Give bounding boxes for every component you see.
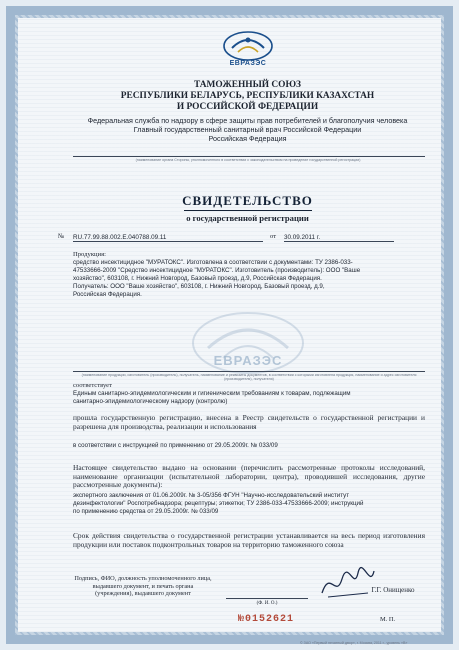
cert-date-label: от [270, 233, 277, 240]
registration-text: прошла государственную регистрацию, внесена в Реестр свидетельств о государственной регистрации и разрешена для производства, реализации и использования [73, 413, 425, 431]
cert-number-label: № [58, 233, 65, 240]
form-serial-number: №0152621 [238, 614, 295, 625]
eurasec-emblem-icon [222, 28, 274, 62]
header-line2: РЕСПУБЛИКИ БЕЛАРУСЬ, РЕСПУБЛИКИ КАЗАХСТАН [120, 91, 375, 101]
document-title: СВИДЕТЕЛЬСТВО [58, 193, 437, 211]
product-line: Получатель: ООО "Ваше хозяйство", 603108, г. Нижний Новгород, Базовый проезд, д.9, [73, 283, 325, 290]
compliance-line: Единым санитарно-эпидемиологическим и гигиеническим требованиям к товарам, подлежащим [73, 390, 351, 397]
product-line: средство инсектицидное "МУРАТОКС". Изготовлена в соответствии с документами: ТУ 2386-033- [73, 259, 353, 266]
signature-caption: Подпись, ФИО, должность уполномоченного лица, выдавшего документ, и печать органа (учреждения), выдавшего документ [74, 575, 212, 598]
signature-name-caption: (Ф. И. О.) [256, 601, 278, 606]
certificate-sheet [18, 18, 441, 632]
compliance-label: соответствует [73, 382, 112, 389]
agency-line1: Федеральная служба по надзору в сфере защиты прав потребителей и благополучия человека [87, 116, 408, 125]
product-caption: (наименование продукции, изготовитель (производитель), получатель, наименование и реквизиты документов, в соответствии с которыми изготовлена продукция, наименование и адрес изготовителя (производителя), получателя) [81, 373, 417, 381]
agency-line2: Главный государственный санитарный врач Российской Федерации [133, 125, 362, 134]
basis-text: Настоящее свидетельство выдано на основании (перечислить рассмотренные протоколы исследований, наименование организации (испытательной лаборатории, центра), проводившей исследования, другие рассмотренные документы): [73, 463, 425, 490]
product-line: хозяйство", 603108, г. Нижний Новгород, Базовый проезд, д.9, Российская Федерация. [73, 275, 322, 282]
basis-line: по применению средства от 29.05.2009г. № 033/09 [73, 508, 219, 515]
document-subtitle: о государственной регистрации [186, 213, 309, 223]
seal-place-label: М. П. [380, 616, 396, 623]
agency-caption: (наименование органа Стороны, уполномоченного в соответствии с законодательством на проведение государственной регистрации) [135, 158, 361, 162]
product-line: 47533666-2009 "Средство инсектицидное "МУРАТОКС". Изготовитель (производитель): ООО "Ваше [73, 267, 361, 274]
cert-number: RU.77.99.88.002.E.040788.09.11 [73, 234, 263, 242]
printer-footnote: © ЗАО «Первый печатный двор», г. Москва, 2011 г., уровень «В» [300, 641, 408, 645]
compliance-line: санитарно-эпидемиологическому надзору (контролю) [73, 398, 228, 405]
basis-line: экспертного заключения от 01.06.2009г. № 3-05/356 ФГУН "Научно-исследовательский институт [73, 492, 350, 499]
product-label: Продукция: [73, 251, 106, 258]
basis-line: дезинфектологии" Роспотребнадзора; рецептуры; этикетки; ТУ 2386-033-47533666-2009; инструкций [73, 500, 364, 507]
emblem-label: ЕВРАЗЭС [229, 60, 267, 67]
product-line: Российская Федерация. [73, 291, 142, 298]
signatory-name: Г.Г. Онищенко [371, 586, 415, 594]
registration-detail: в соответствии с инструкцией по применению от 29.05.2009г. № 033/09 [73, 442, 278, 449]
validity-text: Срок действия свидетельства о государственной регистрации устанавливается на весь период изготовления продукции или поставок подконтрольных товаров на территорию таможенного союза [73, 531, 425, 549]
header-line3: И РОССИЙСКОЙ ФЕДЕРАЦИИ [176, 102, 319, 112]
header-line1: ТАМОЖЕННЫЙ СОЮЗ [194, 80, 301, 90]
watermark-label: ЕВРАЗЭС [213, 353, 283, 368]
agency-line3: Российская Федерация [208, 134, 287, 143]
cert-date: 30.09.2011 г. [284, 234, 394, 242]
handwritten-signature-icon [318, 563, 378, 603]
